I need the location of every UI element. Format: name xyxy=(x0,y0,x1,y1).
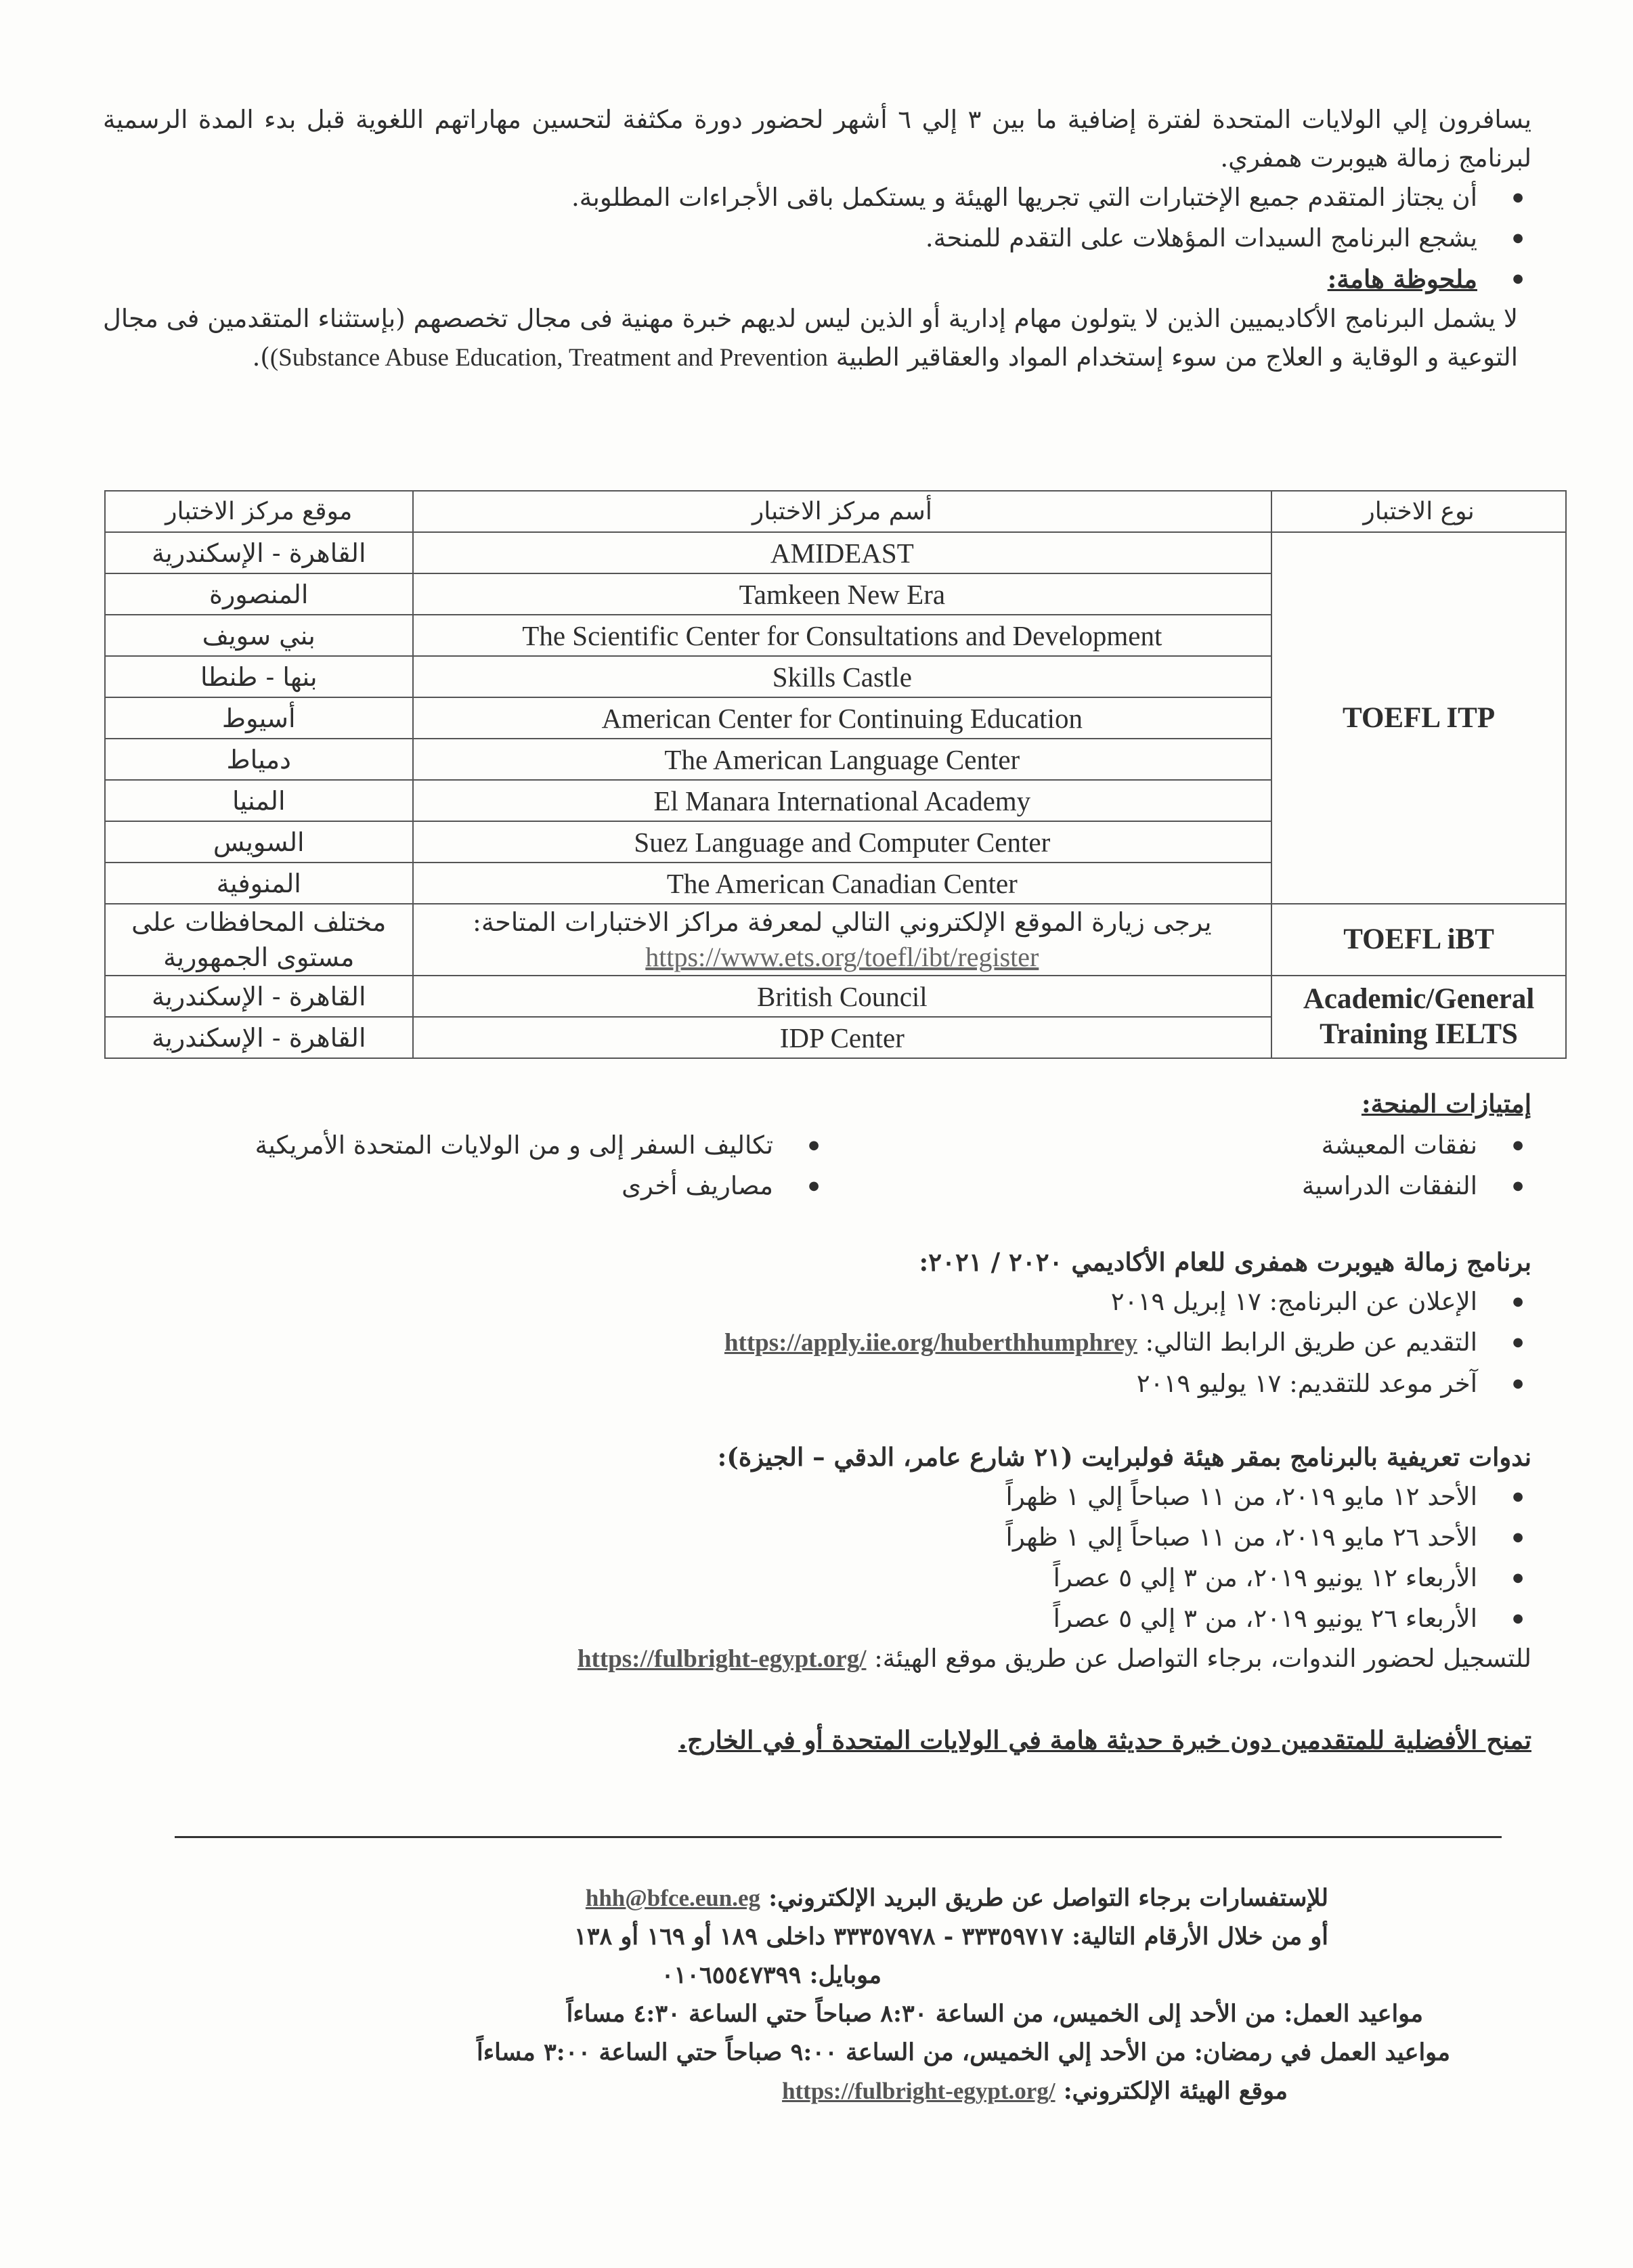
center-location: القاهرة - الإسكندرية xyxy=(105,532,413,573)
benefit-item: ● النفقات الدراسية xyxy=(922,1166,1531,1206)
center-location: بنها - طنطا xyxy=(105,656,413,697)
apply-link[interactable]: https://apply.iie.org/huberthhumphrey xyxy=(724,1329,1137,1357)
center-location: المنصورة xyxy=(105,573,413,615)
center-location: السويس xyxy=(105,821,413,863)
ibt-instructions: يرجى زيارة الموقع الإلكتروني التالي لمعرفة مراكز الاختبارات المتاحة: xyxy=(473,907,1212,937)
center-name-ibt xyxy=(413,904,1272,976)
email-link[interactable]: hhh@bfce.eun.eg xyxy=(585,1885,761,1911)
ielts-type-line2: Training IELTS xyxy=(1320,1018,1518,1050)
ielts-type-line1: Academic/General xyxy=(1303,983,1535,1015)
benefits-col-right xyxy=(922,1125,1531,1206)
center-name: El Manara International Academy xyxy=(413,780,1272,821)
sessions-heading: ندوات تعريفية بالبرنامج بمقر هيئة فولبرايت (٢١ شارع عامر، الدقي – الجيزة): xyxy=(717,1442,1531,1472)
program-heading: برنامج زمالة هيوبرت همفرى للعام الأكاديمي ٢٠٢٠ / ٢٠٢١: xyxy=(919,1247,1531,1277)
register-text: للتسجيل لحضور الندوات، برجاء التواصل عن طريق موقع الهيئة: xyxy=(874,1644,1531,1673)
session-item: ● الأحد ١٢ مايو ٢٠١٩، من ١١ صباحاً إلي ١ ظهراً xyxy=(103,1477,1531,1517)
center-name: The American Language Center xyxy=(413,739,1272,780)
program-announce: ● الإعلان عن البرنامج: ١٧ إبريل ٢٠١٩ xyxy=(103,1282,1531,1322)
note-text-en: (Substance Abuse Education, Treatment and Prevention xyxy=(269,344,828,372)
website-text: موقع الهيئة الإلكتروني: xyxy=(1063,2077,1288,2105)
center-location: أسيوط xyxy=(105,697,413,739)
register-link[interactable]: https://fulbright-egypt.org/ xyxy=(577,1645,867,1673)
website-link[interactable]: https://fulbright-egypt.org/ xyxy=(782,2078,1055,2104)
center-name: Skills Castle xyxy=(413,656,1272,697)
table-header-row xyxy=(105,491,1566,532)
contact-phones: أو من خلال الأرقام التالية: ٣٣٣٥٩٧١٧ - ٣٣٣٥٧٩٧٨ داخلى ١٨٩ أو ١٦٩ أو ١٣٨ xyxy=(573,1923,1328,1950)
program-section xyxy=(103,1243,1531,1404)
ramadan-hours: مواعيد العمل في رمضان: من الأحد إلي الخميس، من الساعة ٩:٠٠ صباحاً حتي الساعة ٣:٠٠ مساءاً xyxy=(476,2038,1450,2066)
center-name: Suez Language and Computer Center xyxy=(413,821,1272,863)
center-name: Tamkeen New Era xyxy=(413,573,1272,615)
bullet-pass-exams: ● أن يجتاز المتقدم جميع الإختبارات التي تجريها الهيئة و يستكمل باقى الأجراءات المطلوبة. xyxy=(103,177,1531,218)
header-center-location: موقع مركز الاختبار xyxy=(105,491,413,532)
test-centers-table xyxy=(104,490,1567,1059)
sessions-register xyxy=(103,1639,1531,1678)
intro-paragraph: يسافرون إلي الولايات المتحدة لفترة إضافية ما بين ٣ إلي ٦ أشهر لحضور دورة مكثفة لتحسين مهاراتهم اللغوية قبل بدء المدة الرسمية لبرنامج زمالة هيوبرت همفري. xyxy=(103,105,1531,173)
benefit-item: ● مصاريف أخرى xyxy=(150,1166,827,1206)
preference-note: تمنح الأفضلية للمتقدمين دون خبرة حديثة هامة في الولايات المتحدة أو في الخارج. xyxy=(678,1725,1531,1755)
apply-text: التقديم عن طريق الرابط التالي: xyxy=(1145,1328,1477,1357)
center-location-ibt xyxy=(105,904,413,976)
center-name: AMIDEAST xyxy=(413,532,1272,573)
note-text xyxy=(103,299,1531,377)
contact-website xyxy=(103,2072,1531,2110)
center-location: المنيا xyxy=(105,780,413,821)
preference-section xyxy=(103,1721,1531,1760)
bullet-encourage-women: ● يشجع البرنامج السيدات المؤهلات على التقدم للمنحة. xyxy=(103,218,1531,259)
center-name: IDP Center xyxy=(413,1017,1272,1058)
test-type-toefl-itp: TOEFL ITP xyxy=(1271,532,1566,904)
ibt-location-line1: مختلف المحافظات على xyxy=(131,907,387,937)
contact-footer xyxy=(103,1879,1531,2110)
benefits-section xyxy=(103,1085,1531,1123)
table-row xyxy=(105,976,1566,1017)
header-test-type: نوع الاختبار xyxy=(1271,491,1566,532)
email-text: للإستفسارات برجاء التواصل عن طريق البريد الإلكتروني: xyxy=(768,1884,1328,1912)
divider-line xyxy=(175,1836,1502,1838)
center-name: British Council xyxy=(413,976,1272,1017)
center-location: دمياط xyxy=(105,739,413,780)
benefit-item: ● نفقات المعيشة xyxy=(922,1125,1531,1166)
center-name: The American Canadian Center xyxy=(413,863,1272,904)
note-heading: ● ملحوظة هامة: xyxy=(103,259,1531,299)
center-location: القاهرة - الإسكندرية xyxy=(105,976,413,1017)
program-deadline: ● آخر موعد للتقديم: ١٧ يوليو ٢٠١٩ xyxy=(103,1364,1531,1404)
note-text-end: ). xyxy=(252,343,270,372)
contact-email xyxy=(103,1879,1531,1917)
header-center-name: أسم مركز الاختبار xyxy=(413,491,1272,532)
program-apply xyxy=(103,1322,1531,1364)
benefits-list xyxy=(103,1125,1531,1213)
sessions-section xyxy=(103,1438,1531,1678)
contact-mobile: موبايل: ٠١٠٦٥٥٤٧٣٩٩ xyxy=(661,1961,881,1989)
center-name: American Center for Continuing Education xyxy=(413,697,1272,739)
ets-register-link[interactable]: https://www.ets.org/toefl/ibt/register xyxy=(645,942,1039,972)
ibt-location-line2: مستوى الجمهورية xyxy=(163,942,355,972)
test-type-ielts xyxy=(1271,976,1566,1058)
note-text-ar: لا يشمل البرنامج الأكاديميين الذين لا يتولون مهام إدارية أو الذين ليس لديهم خبرة مهنية فى مجال تخصصهم (بإستثناء المتقدمين فى مجال التوعية و الوقاية و العلاج من سوء إستخدام المواد والعقاقير الطبية xyxy=(103,304,1518,372)
session-item: ● الأربعاء ١٢ يونيو ٢٠١٩، من ٣ إلي ٥ عصراً xyxy=(103,1558,1531,1598)
session-item: ● الأربعاء ٢٦ يونيو ٢٠١٩، من ٣ إلي ٥ عصراً xyxy=(103,1598,1531,1639)
center-location: المنوفية xyxy=(105,863,413,904)
table-row xyxy=(105,904,1566,976)
test-type-toefl-ibt: TOEFL iBT xyxy=(1271,904,1566,976)
benefits-heading: إمتيازات المنحة: xyxy=(1361,1089,1531,1118)
working-hours: مواعيد العمل: من الأحد إلى الخميس، من الساعة ٨:٣٠ صباحاً حتي الساعة ٤:٣٠ مساءاً xyxy=(566,2000,1423,2028)
intro-section xyxy=(103,100,1531,377)
session-item: ● الأحد ٢٦ مايو ٢٠١٩، من ١١ صباحاً إلي ١ ظهراً xyxy=(103,1517,1531,1558)
center-name: The Scientific Center for Consultations and Development xyxy=(413,615,1272,656)
benefit-item: ● تكاليف السفر إلى و من الولايات المتحدة الأمريكية xyxy=(150,1125,827,1166)
center-location: بني سويف xyxy=(105,615,413,656)
table-row xyxy=(105,532,1566,573)
center-location: القاهرة - الإسكندرية xyxy=(105,1017,413,1058)
benefits-col-left xyxy=(150,1125,827,1206)
